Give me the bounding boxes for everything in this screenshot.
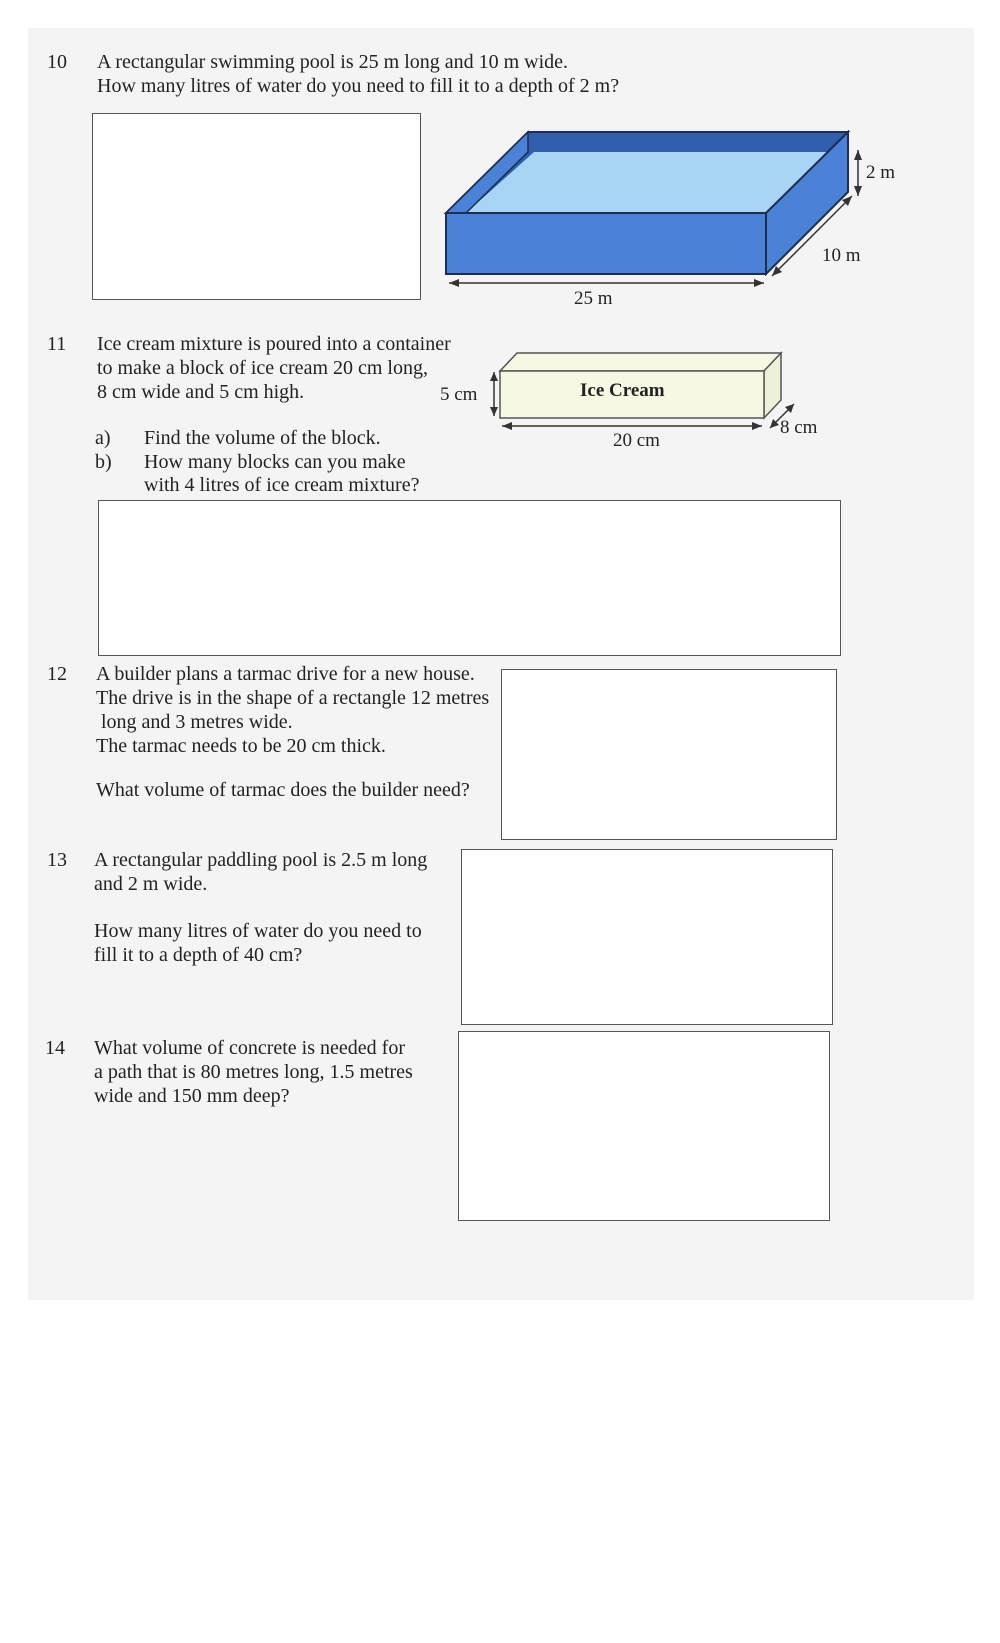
arrowhead bbox=[502, 422, 512, 430]
ice-cream-label: Ice Cream bbox=[580, 380, 665, 401]
pool-width-label: 10 m bbox=[822, 245, 861, 266]
question-12-line-1: A builder plans a tarmac drive for a new house. bbox=[96, 663, 475, 685]
question-13-number: 13 bbox=[47, 849, 67, 871]
question-11-answer-box[interactable] bbox=[98, 500, 841, 656]
question-12-number: 12 bbox=[47, 663, 67, 685]
question-13-line-1: A rectangular paddling pool is 2.5 m long bbox=[94, 849, 428, 871]
question-12-answer-box[interactable] bbox=[501, 669, 837, 840]
arrowhead bbox=[752, 422, 762, 430]
question-13-question-line-1: How many litres of water do you need to bbox=[94, 920, 422, 942]
question-12-line-3: long and 3 metres wide. bbox=[96, 711, 293, 733]
question-11-part-b-text: How many blocks can you make bbox=[144, 451, 406, 473]
question-13-line-2: and 2 m wide. bbox=[94, 873, 208, 895]
question-11-part-a-text: Find the volume of the block. bbox=[144, 427, 381, 449]
question-10-line-1: A rectangular swimming pool is 25 m long and 10 m wide. bbox=[97, 51, 569, 73]
question-10-number: 10 bbox=[47, 51, 67, 73]
question-13-question-line-2: fill it to a depth of 40 cm? bbox=[94, 944, 303, 966]
block-length-label: 20 cm bbox=[613, 430, 660, 451]
question-12-line-2: The drive is in the shape of a rectangle 12 metres bbox=[96, 687, 490, 709]
ice-cream-block-diagram bbox=[0, 0, 1000, 460]
question-12-line-4: The tarmac needs to be 20 cm thick. bbox=[96, 735, 386, 757]
question-11-number: 11 bbox=[47, 333, 67, 355]
question-11-part-a-letter: a) bbox=[95, 427, 111, 449]
question-11-line-2: to make a block of ice cream 20 cm long, bbox=[97, 357, 428, 379]
block-width-label: 8 cm bbox=[780, 417, 818, 438]
question-11-line-3: 8 cm wide and 5 cm high. bbox=[97, 381, 305, 403]
arrowhead bbox=[490, 407, 498, 416]
question-10-line-2: How many litres of water do you need to fill it to a depth of 2 m? bbox=[97, 75, 620, 97]
question-13-text bbox=[94, 848, 427, 896]
question-11-part-b-text-cont: with 4 litres of ice cream mixture? bbox=[144, 474, 420, 496]
question-13-question bbox=[94, 919, 422, 967]
arrowhead bbox=[490, 372, 498, 381]
question-14-line-3: wide and 150 mm deep? bbox=[94, 1085, 290, 1107]
question-14-line-1: What volume of concrete is needed for bbox=[94, 1037, 405, 1059]
question-12-text bbox=[96, 662, 489, 758]
question-12-question: What volume of tarmac does the builder need? bbox=[96, 779, 470, 801]
question-13-answer-box[interactable] bbox=[461, 849, 833, 1025]
pool-depth-label: 2 m bbox=[866, 162, 896, 183]
question-11-line-1: Ice cream mixture is poured into a container bbox=[97, 333, 451, 355]
block-height-label: 5 cm bbox=[440, 384, 478, 405]
question-14-text bbox=[94, 1036, 413, 1108]
block-top-face bbox=[500, 353, 781, 371]
pool-length-label: 25 m bbox=[574, 288, 613, 309]
question-14-answer-box[interactable] bbox=[458, 1031, 830, 1221]
question-14-number: 14 bbox=[45, 1037, 65, 1059]
question-11-part-b-letter: b) bbox=[95, 451, 112, 473]
question-14-line-2: a path that is 80 metres long, 1.5 metres bbox=[94, 1061, 413, 1083]
